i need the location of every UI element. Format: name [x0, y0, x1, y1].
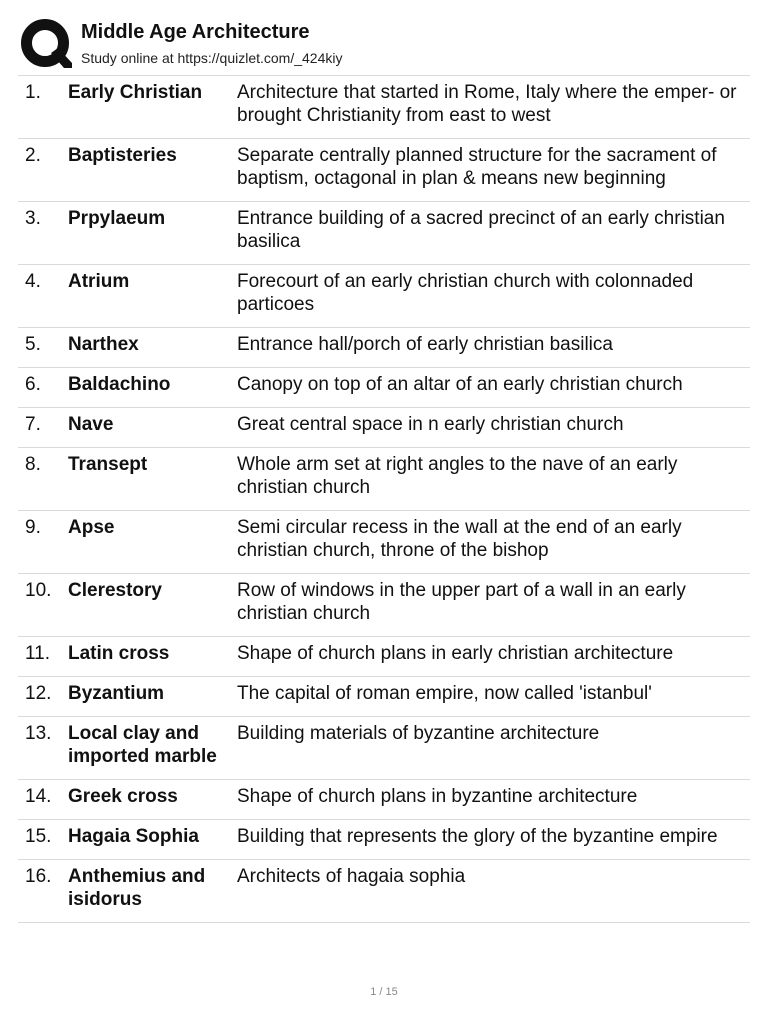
term-number: 6.: [25, 374, 41, 395]
term-row: [18, 677, 750, 717]
term-name: Baptisteries: [68, 145, 177, 166]
term-name: Latin cross: [68, 643, 170, 664]
term-number: 11.: [25, 643, 51, 664]
term-number: 13.: [25, 723, 52, 744]
term-definition: The capital of roman empire, now called 'istanbul': [237, 683, 652, 704]
term-row: [18, 202, 750, 265]
term-definition: Row of windows in the upper part of a wall in an early christian church: [237, 580, 686, 624]
term-row: [18, 448, 750, 511]
terms-table: [18, 75, 750, 923]
term-name: Early Christian: [68, 82, 203, 103]
term-number: 8.: [25, 454, 41, 475]
term-row: [18, 76, 750, 139]
term-row: [18, 820, 750, 860]
term-name: Greek cross: [68, 786, 178, 807]
term-row: [18, 860, 750, 923]
term-row: [18, 265, 750, 328]
term-definition: Canopy on top of an altar of an early christian church: [237, 374, 683, 395]
term-name: Nave: [68, 414, 114, 435]
term-number: 14.: [25, 786, 52, 807]
term-number: 15.: [25, 826, 52, 847]
term-row: [18, 139, 750, 202]
term-name: Narthex: [68, 334, 139, 355]
term-name: Anthemius and isidorus: [68, 866, 206, 910]
term-row: [18, 328, 750, 368]
term-definition: Architecture that started in Rome, Italy where the emper- or brought Christianity from east to west: [237, 82, 737, 126]
term-number: 5.: [25, 334, 41, 355]
term-definition: Building that represents the glory of the byzantine empire: [237, 826, 718, 847]
term-number: 4.: [25, 271, 41, 292]
term-definition: Great central space in n early christian church: [237, 414, 624, 435]
term-row: [18, 574, 750, 637]
term-number: 16.: [25, 866, 52, 887]
term-definition: Entrance building of a sacred precinct of an early christian basilica: [237, 208, 725, 252]
term-number: 7.: [25, 414, 41, 435]
term-number: 9.: [25, 517, 41, 538]
page-title: Middle Age Architecture: [81, 21, 310, 43]
term-definition: Shape of church plans in byzantine architecture: [237, 786, 638, 807]
term-definition: Separate centrally planned structure for the sacrament of baptism, octagonal in plan & means new beginning: [237, 145, 717, 189]
term-row: [18, 368, 750, 408]
term-number: 1.: [25, 82, 41, 103]
term-name: Clerestory: [68, 580, 162, 601]
quizlet-logo-icon: [20, 18, 72, 70]
term-definition: Forecourt of an early christian church with colonnaded particoes: [237, 271, 694, 315]
term-row: [18, 511, 750, 574]
term-definition: Semi circular recess in the wall at the end of an early christian church, throne of the bishop: [237, 517, 682, 561]
term-name: Atrium: [68, 271, 130, 292]
term-definition: Whole arm set at right angles to the nave of an early christian church: [237, 454, 678, 498]
term-definition: Shape of church plans in early christian architecture: [237, 643, 674, 664]
term-name: Local clay and imported marble: [68, 723, 217, 767]
term-row: [18, 780, 750, 820]
term-name: Baldachino: [68, 374, 171, 395]
term-definition: Building materials of byzantine architecture: [237, 723, 600, 744]
term-name: Byzantium: [68, 683, 165, 704]
term-row: [18, 637, 750, 677]
term-name: Apse: [68, 517, 115, 538]
page-number: 1 / 15: [370, 986, 398, 998]
term-number: 3.: [25, 208, 41, 229]
term-row: [18, 717, 750, 780]
term-definition: Architects of hagaia sophia: [237, 866, 466, 887]
term-name: Transept: [68, 454, 148, 475]
term-name: Prpylaeum: [68, 208, 166, 229]
study-link: Study online at https://quizlet.com/_424kiy: [81, 50, 343, 66]
term-definition: Entrance hall/porch of early christian basilica: [237, 334, 613, 355]
term-number: 10.: [25, 580, 52, 601]
page-header: [20, 18, 750, 74]
term-number: 2.: [25, 145, 41, 166]
term-number: 12.: [25, 683, 52, 704]
term-name: Hagaia Sophia: [68, 826, 199, 847]
term-row: [18, 408, 750, 448]
